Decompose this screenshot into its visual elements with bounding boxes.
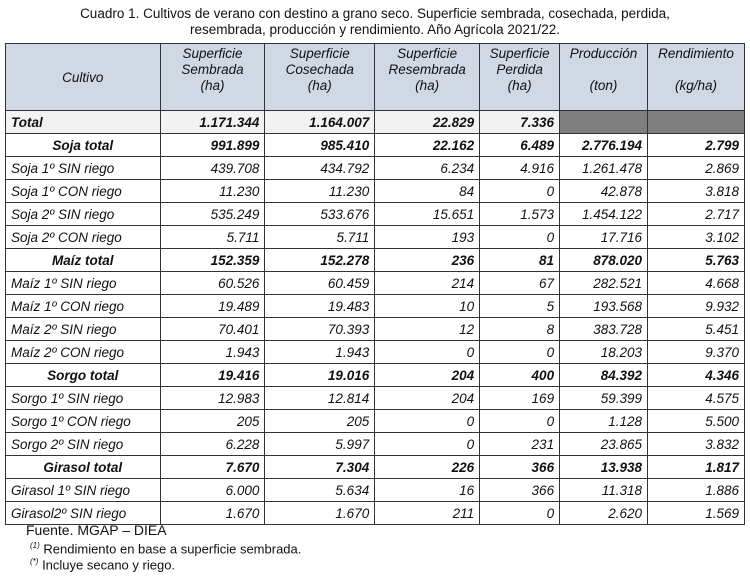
cell-value (648, 111, 745, 134)
cell-value: 16 (375, 479, 480, 502)
table-row (6, 433, 745, 456)
table-row (6, 272, 745, 295)
source-note: Fuente. MGAP – DIEA (26, 522, 167, 538)
cell-value: 1.886 (648, 479, 745, 502)
cell-value: 1.171.344 (160, 111, 265, 134)
cell-value: 0 (375, 433, 480, 456)
cell-value: 4.575 (648, 387, 745, 410)
cell-value: 169 (480, 387, 560, 410)
cell-value: 70.393 (265, 318, 375, 341)
row-label: Maíz 2º SIN riego (6, 318, 161, 341)
cell-value: 1.128 (560, 410, 648, 433)
group-row (6, 456, 745, 479)
caption-line-1: Cuadro 1. Cultivos de verano con destino a grano seco. Superficie sembrada, cosechada, perdida, (80, 6, 670, 21)
cell-value: 533.676 (265, 203, 375, 226)
table-row (6, 180, 745, 203)
table-row (6, 203, 745, 226)
cell-value: 81 (480, 249, 560, 272)
cell-value: 17.716 (560, 226, 648, 249)
header-line: (ha) (200, 78, 225, 93)
cell-value: 1.261.478 (560, 157, 648, 180)
cell-value: 3.818 (648, 180, 745, 203)
column-header (560, 44, 648, 111)
table-row (6, 410, 745, 433)
cell-value: 5.997 (265, 433, 375, 456)
column-header (265, 44, 375, 111)
cell-value: 6.234 (375, 157, 480, 180)
cell-value: 8 (480, 318, 560, 341)
cell-value: 5.711 (265, 226, 375, 249)
header-line: Superficie (289, 46, 350, 61)
cell-value: 11.230 (265, 180, 375, 203)
cell-value: 434.792 (265, 157, 375, 180)
cell-value: 10 (375, 295, 480, 318)
header-line: Cultivo (62, 70, 104, 85)
cell-value: 366 (480, 456, 560, 479)
cell-value: 1.670 (265, 502, 375, 525)
footnote-1 (30, 541, 301, 556)
cell-value: 1.569 (648, 502, 745, 525)
cell-value: 193.568 (560, 295, 648, 318)
cell-value: 12.814 (265, 387, 375, 410)
cell-value: 2.869 (648, 157, 745, 180)
cell-value: 1.943 (160, 341, 265, 364)
cell-value: 2.620 (560, 502, 648, 525)
column-header (375, 44, 480, 111)
cell-value (560, 111, 648, 134)
cell-value: 19.489 (160, 295, 265, 318)
cell-value: 205 (160, 410, 265, 433)
group-row (6, 249, 745, 272)
footnote-2 (30, 557, 175, 572)
cell-value: 400 (480, 364, 560, 387)
cell-value: 9.370 (648, 341, 745, 364)
cell-value: 70.401 (160, 318, 265, 341)
row-label: Girasol 1º SIN riego (6, 479, 161, 502)
header-line: (ha) (307, 78, 332, 93)
cell-value: 1.454.122 (560, 203, 648, 226)
cell-value: 12 (375, 318, 480, 341)
cell-value: 991.899 (160, 134, 265, 157)
row-label: Sorgo 2º SIN riego (6, 433, 161, 456)
cell-value: 84.392 (560, 364, 648, 387)
header-line: Superficie (182, 46, 243, 61)
header-line: (ha) (507, 78, 532, 93)
footnote-text: Incluye secano y riego. (38, 557, 176, 573)
header-line: Producción (569, 46, 638, 61)
cell-value: 11.318 (560, 479, 648, 502)
cell-value: 3.832 (648, 433, 745, 456)
cell-value: 5.711 (160, 226, 265, 249)
cell-value: 204 (375, 387, 480, 410)
cell-value: 6.228 (160, 433, 265, 456)
cell-value: 0 (375, 341, 480, 364)
total-row (6, 111, 745, 134)
cell-value: 535.249 (160, 203, 265, 226)
table-row (6, 341, 745, 364)
cell-value: 5.634 (265, 479, 375, 502)
row-label: Soja 1º SIN riego (6, 157, 161, 180)
cell-value: 1.164.007 (265, 111, 375, 134)
cell-value: 4.668 (648, 272, 745, 295)
cell-value: 60.459 (265, 272, 375, 295)
cell-value: 18.203 (560, 341, 648, 364)
table-row (6, 387, 745, 410)
header-row (6, 44, 745, 111)
cell-value: 19.483 (265, 295, 375, 318)
row-label: Soja 1º CON riego (6, 180, 161, 203)
cell-value: 5.451 (648, 318, 745, 341)
cell-value: 439.708 (160, 157, 265, 180)
table-caption (0, 6, 750, 38)
cell-value: 214 (375, 272, 480, 295)
column-header (160, 44, 265, 111)
cell-value: 0 (480, 341, 560, 364)
cell-value: 3.102 (648, 226, 745, 249)
cell-value: 152.359 (160, 249, 265, 272)
table-row (6, 318, 745, 341)
cell-value: 204 (375, 364, 480, 387)
header-line: Superficie (397, 46, 458, 61)
cell-value: 12.983 (160, 387, 265, 410)
cell-value: 11.230 (160, 180, 265, 203)
header-line: (ha) (415, 78, 440, 93)
cell-value: 211 (375, 502, 480, 525)
header-line: Perdida (496, 62, 543, 77)
header-line: Superficie (489, 46, 550, 61)
caption-line-2: resembrada, producción y rendimiento. Año Agrícola 2021/22. (190, 22, 560, 37)
cell-value: 205 (265, 410, 375, 433)
header-line: Cosechada (285, 62, 354, 77)
cell-value: 4.916 (480, 157, 560, 180)
row-label: Maíz total (6, 249, 161, 272)
cell-value: 19.416 (160, 364, 265, 387)
header-line: Rendimiento (658, 46, 734, 61)
group-row (6, 134, 745, 157)
cell-value: 0 (480, 226, 560, 249)
cell-value: 2.776.194 (560, 134, 648, 157)
cell-value: 19.016 (265, 364, 375, 387)
table-row (6, 295, 745, 318)
cell-value: 193 (375, 226, 480, 249)
cell-value: 22.829 (375, 111, 480, 134)
cell-value: 5.763 (648, 249, 745, 272)
cell-value: 2.717 (648, 203, 745, 226)
cell-value: 67 (480, 272, 560, 295)
cell-value: 13.938 (560, 456, 648, 479)
cell-value: 1.670 (160, 502, 265, 525)
cell-value: 59.399 (560, 387, 648, 410)
cell-value: 7.670 (160, 456, 265, 479)
cell-value: 985.410 (265, 134, 375, 157)
row-label: Sorgo 1º SIN riego (6, 387, 161, 410)
row-label: Sorgo total (6, 364, 161, 387)
cell-value: 383.728 (560, 318, 648, 341)
cell-value: 42.878 (560, 180, 648, 203)
cell-value: 6.489 (480, 134, 560, 157)
cell-value: 84 (375, 180, 480, 203)
row-label: Soja total (6, 134, 161, 157)
column-header (648, 44, 745, 111)
footnote-text: Rendimiento en base a superficie sembrada. (39, 541, 302, 557)
header-line: (kg/ha) (674, 78, 718, 93)
row-label: Total (6, 111, 161, 134)
row-label: Soja 2º CON riego (6, 226, 161, 249)
cell-value: 2.799 (648, 134, 745, 157)
row-label: Maíz 2º CON riego (6, 341, 161, 364)
cell-value: 7.304 (265, 456, 375, 479)
footnote-mark: (*) (30, 557, 39, 566)
cell-value: 231 (480, 433, 560, 456)
cell-value: 15.651 (375, 203, 480, 226)
header-line: (ton) (589, 78, 618, 93)
cell-value: 5 (480, 295, 560, 318)
cell-value: 22.162 (375, 134, 480, 157)
table-row (6, 479, 745, 502)
cell-value: 152.278 (265, 249, 375, 272)
cell-value: 0 (480, 180, 560, 203)
group-row (6, 364, 745, 387)
cell-value: 226 (375, 456, 480, 479)
cell-value: 4.346 (648, 364, 745, 387)
column-header (6, 44, 161, 111)
row-label: Girasol total (6, 456, 161, 479)
table-row (6, 226, 745, 249)
cell-value: 282.521 (560, 272, 648, 295)
row-label: Sorgo 1º CON riego (6, 410, 161, 433)
row-label: Girasol2º SIN riego (6, 502, 161, 525)
cell-value: 23.865 (560, 433, 648, 456)
crops-table (5, 43, 745, 525)
cell-value: 0 (375, 410, 480, 433)
cell-value: 5.500 (648, 410, 745, 433)
cell-value: 7.336 (480, 111, 560, 134)
cell-value: 878.020 (560, 249, 648, 272)
table-row (6, 157, 745, 180)
header-line: Sembrada (181, 62, 244, 77)
cell-value: 6.000 (160, 479, 265, 502)
footnote-mark: (1) (30, 541, 40, 550)
cell-value: 1.817 (648, 456, 745, 479)
row-label: Maíz 1º SIN riego (6, 272, 161, 295)
header-line (565, 62, 642, 78)
cell-value: 0 (480, 410, 560, 433)
cell-value: 9.932 (648, 295, 745, 318)
cell-value: 0 (480, 502, 560, 525)
cell-value: 366 (480, 479, 560, 502)
cell-value: 1.573 (480, 203, 560, 226)
row-label: Soja 2º SIN riego (6, 203, 161, 226)
row-label: Maíz 1º CON riego (6, 295, 161, 318)
cell-value: 60.526 (160, 272, 265, 295)
header-line: Resembrada (388, 62, 466, 77)
column-header (480, 44, 560, 111)
header-line (653, 62, 739, 78)
cell-value: 236 (375, 249, 480, 272)
cell-value: 1.943 (265, 341, 375, 364)
